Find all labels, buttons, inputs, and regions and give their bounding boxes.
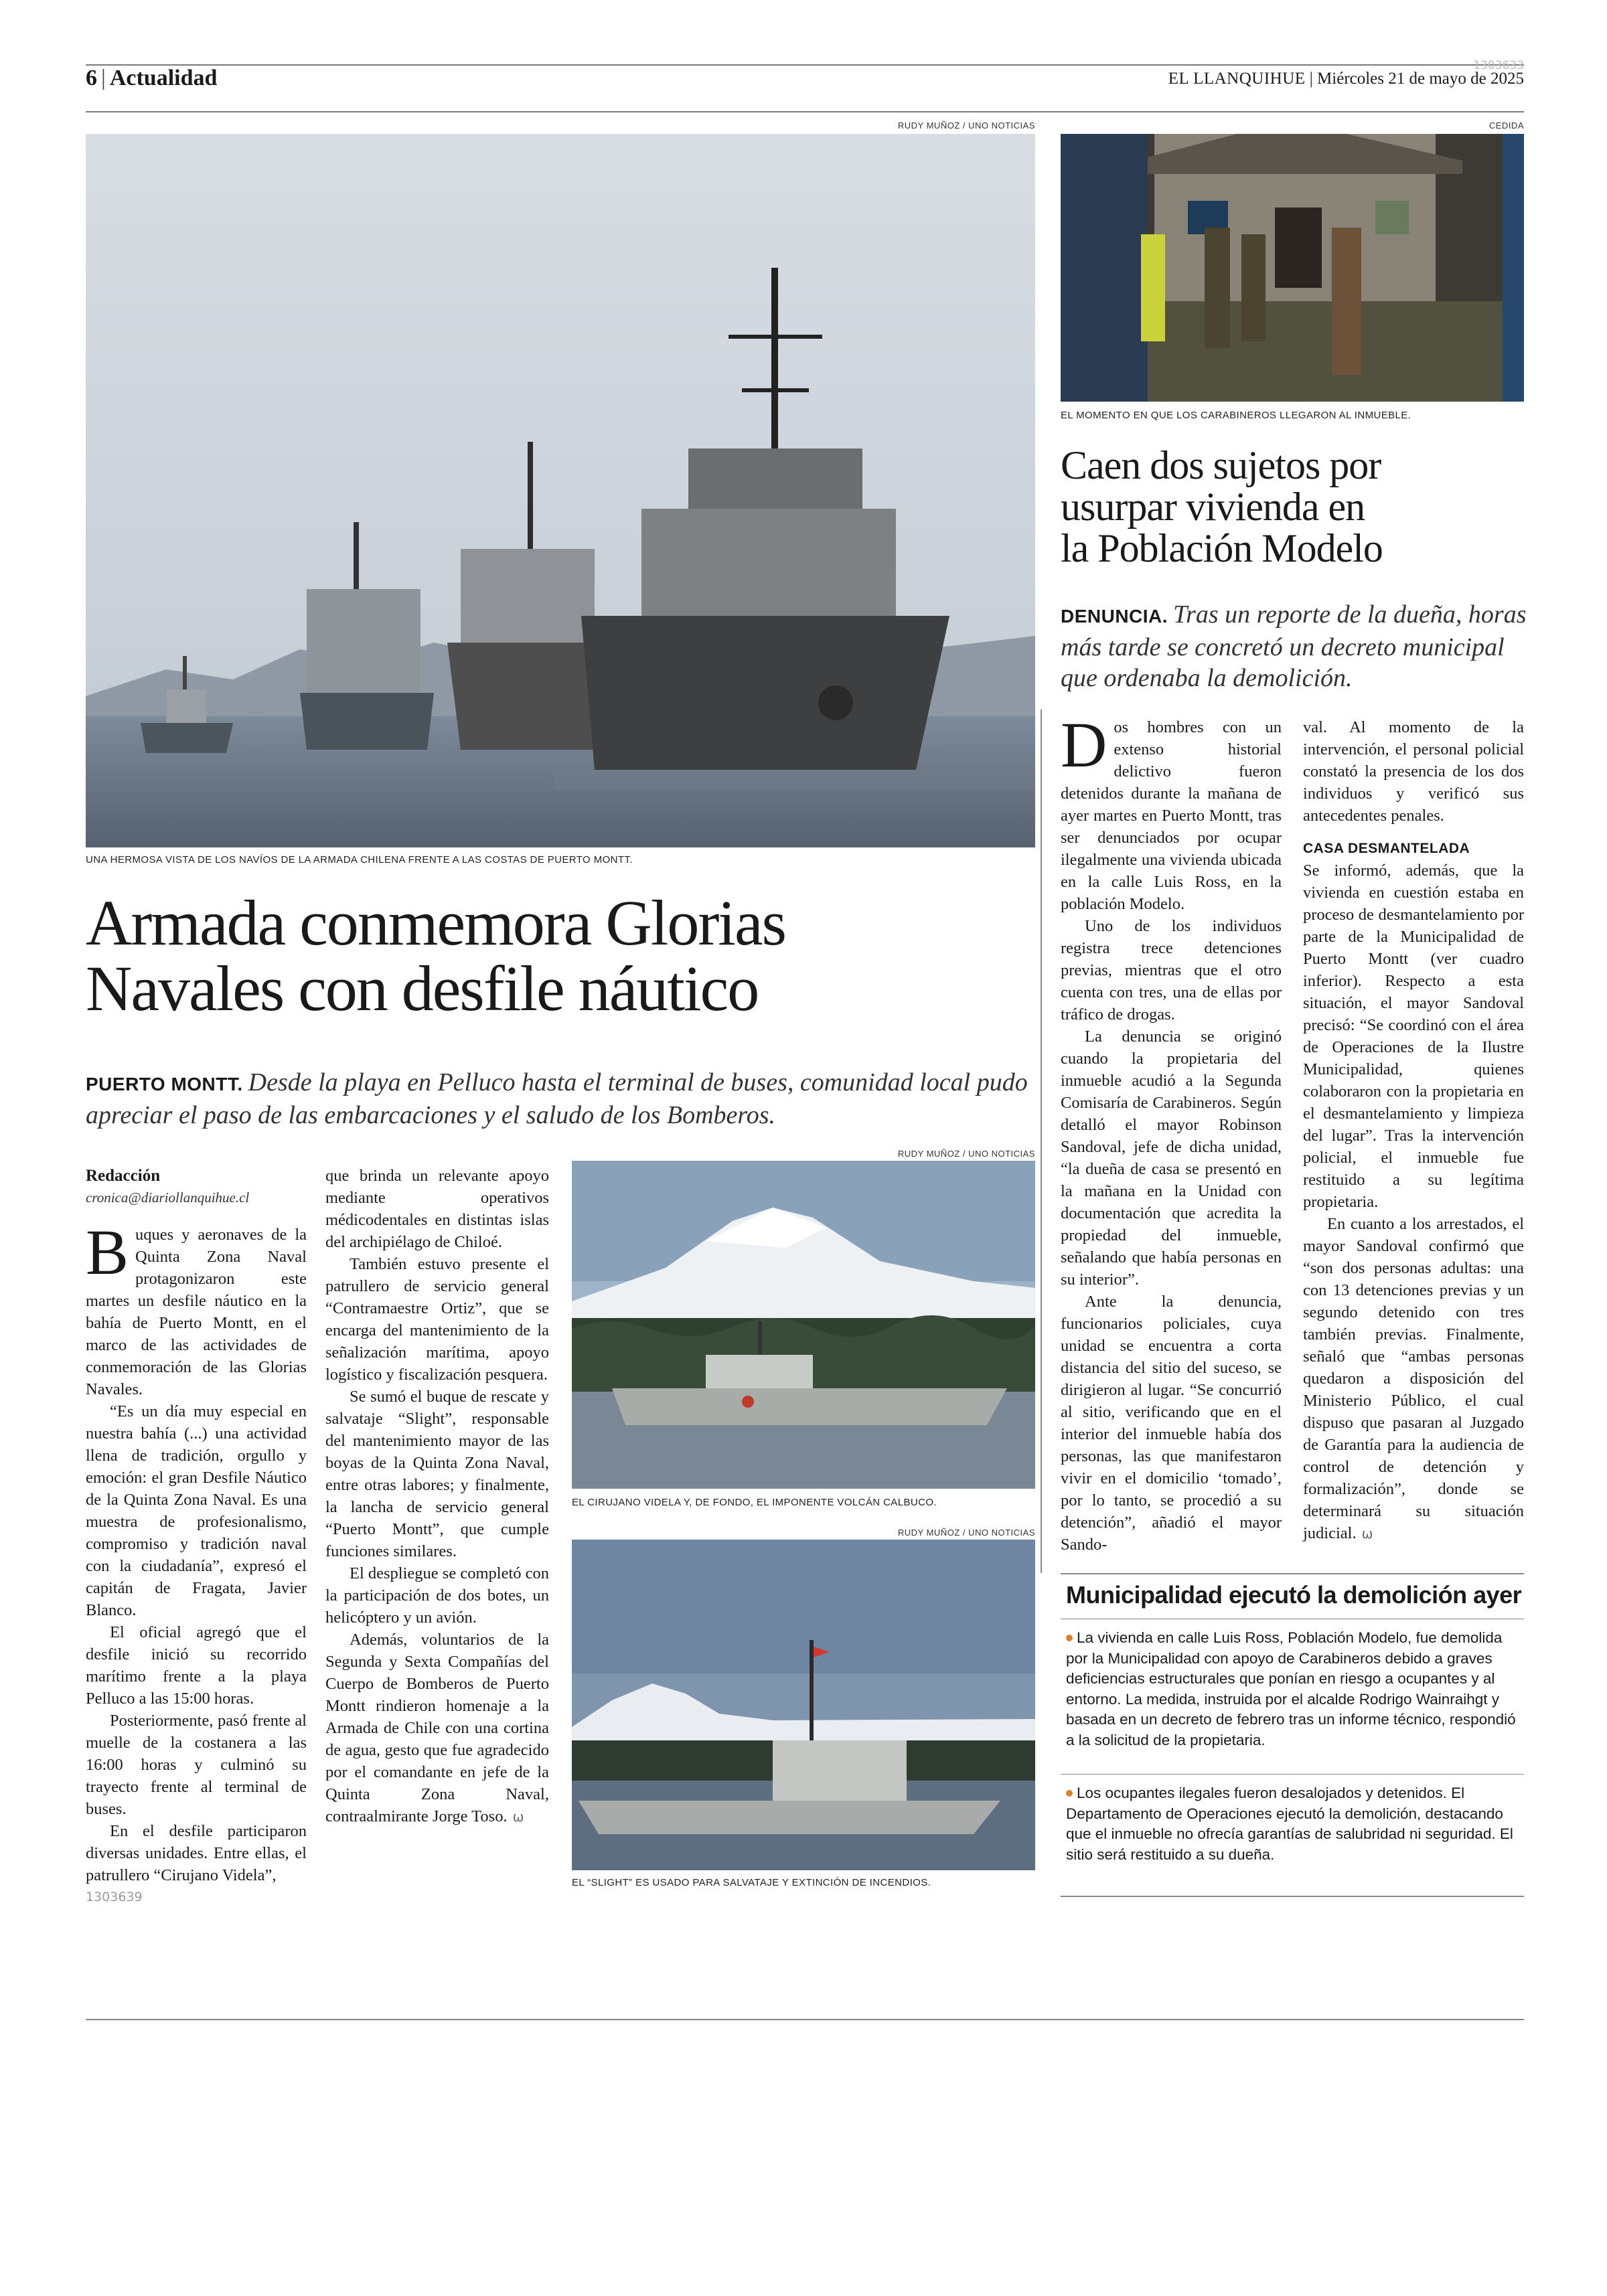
main-paragraph-8: Se sumó el buque de rescate y salvataje “Slight”, responsable del mantenimiento mayor de las boyas de la Quinta Zona Naval, entre otras labores; y finalmente, la lancha de servicio general “Puerto Montt”, que cumple funciones similares. xyxy=(325,1388,549,1560)
photo2-caption: EL CIRUJANO VIDELA Y, DE FONDO, EL IMPONENTE VOLCÁN CALBUCO. xyxy=(572,1497,937,1508)
side-paragraph-4: Ante la denuncia, funcionarios policiales, cuya unidad se encuentra a corta distancia del sitio del suceso, se dirigieron al lugar. “Se concurrió al sitio, verificando que en el interior del inmueble había dos personas, las que manifestaron vivir en el domicilio ‘tomado’, por lo tanto, se procedió a su detención”, añadió el mayor Sando- xyxy=(1061,1293,1282,1554)
main-lead-text: Desde la playa en Pelluco hasta el terminal de buses, comunidad local pudo apreciar el paso de las embarcaciones y el saludo de los Bomberos. xyxy=(86,1068,1028,1129)
box-title: Municipalidad ejecutó la demolición ayer xyxy=(1066,1581,1522,1609)
box-top-rule xyxy=(1061,1573,1524,1574)
footer-rule xyxy=(86,2019,1524,2020)
side-paragraph-5: val. Al momento de la intervención, el personal policial constató la presencia de los dos individuos y verificó sus antecedentes penales. xyxy=(1303,718,1524,825)
main-lead-tag: PUERTO MONTT. xyxy=(86,1074,243,1094)
section-name: Actualidad xyxy=(109,66,218,90)
main-paragraph-7: También estuvo presente el patrullero de servicio general “Contramaestre Ortiz”, que se encarga del mantenimiento de la señalización marítima, apoyo logístico y fiscalización pesquera. xyxy=(325,1255,549,1384)
side-paragraph-6: Se informó, además, que la vivienda en cuestión estaba en proceso de desmantelamiento por parte de la Municipalidad de Puerto Montt (ver cuadro inferior). Respecto a esta situación, el mayor Sandoval precisó: “Se coordinó con el área de Operaciones de la Ilustre Municipalidad, quienes colaboraron con la propietaria en el desmantelamiento y limpieza del lugar”. Tras la intervención policial, el inmueble fue restituido a su legítima propietaria. xyxy=(1303,862,1524,1211)
issue-date: Miércoles 21 de mayo de 2025 xyxy=(1317,70,1524,88)
main-headline-line2: Navales con desfile náutico xyxy=(86,953,759,1024)
photo2-credit: RUDY MUÑOZ / UNO NOTICIAS xyxy=(897,1149,1035,1159)
side-headline-line1: Caen dos sujetos por xyxy=(1061,443,1381,487)
side-headline-line3: la Población Modelo xyxy=(1061,526,1383,570)
side-subhead: CASA DESMANTELADA xyxy=(1303,841,1470,856)
header-bottom-rule xyxy=(86,111,1524,112)
newspaper-name: EL LLANQUIHUE xyxy=(1168,70,1306,88)
volcano-ship-photo xyxy=(572,1161,1035,1489)
side-lead xyxy=(1061,599,1529,693)
side-headline xyxy=(1061,444,1529,569)
main-column-1 xyxy=(86,1165,307,1908)
side-lead-text: Tras un reporte de la dueña, horas más tarde se concretó un decreto municipal que ordenaba la demolición. xyxy=(1061,600,1527,692)
author-email: cronica@diariollanquihue.cl xyxy=(86,1190,250,1206)
byline: Redacción xyxy=(86,1167,161,1185)
side-column-1 xyxy=(1061,709,1282,1556)
main-headline-line1: Armada conmemora Glorias xyxy=(86,887,785,959)
box-item-divider xyxy=(1061,1774,1524,1775)
header-top-rule xyxy=(86,64,1524,66)
photo3-caption: EL “SLIGHT” ES USADO PARA SALVATAJE Y EXTINCIÓN DE INCENDIOS. xyxy=(572,1877,931,1888)
box-bottom-rule xyxy=(1061,1896,1524,1897)
photo3-credit: RUDY MUÑOZ / UNO NOTICIAS xyxy=(897,1528,1035,1538)
side-dropcap: D xyxy=(1061,709,1107,781)
main-paragraph-2: “Es un día muy especial en nuestra bahía (...) una actividad llena de tradición, orgullo y emoción: el gran Desfile Náutico de la Quinta Zona Naval. Es una muestra de profesionalismo, compromiso y tradición naval con la ciudadanía”, expresó el capitán de Fragata, Javier Blanco. xyxy=(86,1402,307,1619)
end-mark: ω xyxy=(512,1809,524,1825)
main-paragraph-10: Además, voluntarios de la Segunda y Sexta Compañías del Cuerpo de Bomberos de Puerto Montt rindieron homenaje a la Armada de Chile con una cortina de agua, gesto que fue agradecido por el comandante en jefe de la Quinta Zona Naval, contraalmirante Jorge Toso. ω xyxy=(325,1631,549,1825)
main-headline xyxy=(86,887,1043,1024)
bullet-icon xyxy=(1066,1790,1073,1797)
main-lead xyxy=(86,1067,1030,1131)
page-header-left: 6 | Actualidad xyxy=(86,66,218,90)
bullet-icon xyxy=(1066,1635,1073,1641)
side-paragraph-7: En cuanto a los arrestados, el mayor Sandoval confirmó que “son dos personas adultas: una con 13 detenciones previas y un segundo detenido con tres también previas. Finalmente, señaló que “ambas personas quedaron a disposición del Ministerio Público, el cual dispuso que pasaran al Juzgado de Garantía para la audiencia de control de detención y formalización”, donde se determinará su situación judicial. ω xyxy=(1303,1215,1524,1542)
side-paragraph-2: Uno de los individuos registra trece detenciones previas, mientras que el otro cuenta con tres, una de ellas por tráfico de drogas. xyxy=(1061,917,1282,1023)
main-photo-credit: RUDY MUÑOZ / UNO NOTICIAS xyxy=(897,120,1035,131)
box-item-1: La vivienda en calle Luis Ross, Población Modelo, fue demolida por la Municipalidad con apoyo de Carabineros debido a graves deficiencias estructurales que ponían en riesgo a ocupantes y al entorno. La medida, instruida por el alcalde Rodrigo Wainraihgt y basada en un decreto de febrero tras un informe técnico, respondió a la solicitud de la propietaria. xyxy=(1066,1629,1516,1748)
side-paragraph-1: Dos hombres con un extenso historial delictivo fueron detenidos durante la mañana de ayer martes en Puerto Montt, tras ser denunciados por ocupar ilegalmente una vivienda ubicada en la calle Luis Ross, en la población Modelo. xyxy=(1061,709,1282,913)
navy-ships-photo xyxy=(86,134,1035,847)
main-paragraph-6: que brinda un relevante apoyo mediante operativos médicodentales en distintas islas del archipiélago de Chiloé. xyxy=(325,1167,549,1251)
main-paragraph-3: El oficial agregó que el desfile inició su recorrido marítimo frente a la playa Pelluco a las 15:00 horas. xyxy=(86,1623,307,1708)
column-divider xyxy=(1041,710,1042,1573)
box-item-2: Los ocupantes ilegales fueron desalojados y detenidos. El Departamento de Operaciones ejecutó la demolición, destacando que el inmueble no ofrecía garantías de salubridad ni seguridad. El sitio será restituido a su dueña. xyxy=(1066,1785,1513,1863)
side-lead-tag: DENUNCIA. xyxy=(1061,606,1168,627)
side-photo-caption: EL MOMENTO EN QUE LOS CARABINEROS LLEGARON AL INMUEBLE. xyxy=(1061,410,1411,421)
slight-ship-photo xyxy=(572,1540,1035,1870)
main-paragraph-9: El despliegue se completó con la participación de dos botes, un helicóptero y un avión. xyxy=(325,1564,549,1627)
side-headline-line2: usurpar vivienda en xyxy=(1061,485,1365,529)
main-paragraph-5: En el desfile participaron diversas unidades. Entre ellas, el patrullero “Cirujano Videla”, xyxy=(86,1822,307,1884)
main-column-2 xyxy=(325,1165,549,1828)
page-code: 1303633 xyxy=(1473,59,1524,72)
side-paragraph-3: La denuncia se originó cuando la propietaria del inmueble acudió a la Segunda Comisaría de Carabineros. Según detalló el mayor Robinson Sandoval, jefe de dicha unidad, “la dueña de casa se presentó en la mañana en la Unidad con documentación que acredita la propiedad del inmueble, señalando que había personas en su interior”. xyxy=(1061,1028,1282,1289)
side-photo-credit: CEDIDA xyxy=(1488,120,1524,131)
main-paragraph-4: Posteriormente, pasó frente al muelle de la costanera a las 16:00 horas y culminó su trayecto frente al terminal de buses. xyxy=(86,1712,307,1818)
side-end-mark: ω xyxy=(1361,1526,1373,1542)
house-police-photo xyxy=(1061,134,1524,402)
main-dropcap: B xyxy=(86,1216,129,1288)
story-code: 1303639 xyxy=(86,1890,143,1904)
page-number: 6 xyxy=(86,66,97,90)
page-header-right: EL LLANQUIHUE | Miércoles 21 de mayo de 2025 xyxy=(1168,70,1524,88)
side-column-2 xyxy=(1303,716,1524,1545)
main-paragraph-1: Buques y aeronaves de la Quinta Zona Naval protagonizaron este martes un desfile náutico en la bahía de Puerto Montt, en el marco de las actividades de conmemoración de las Glorias Navales. xyxy=(86,1216,307,1398)
main-photo-caption: UNA HERMOSA VISTA DE LOS NAVÍOS DE LA ARMADA CHILENA FRENTE A LAS COSTAS DE PUERTO MONTT. xyxy=(86,854,633,866)
